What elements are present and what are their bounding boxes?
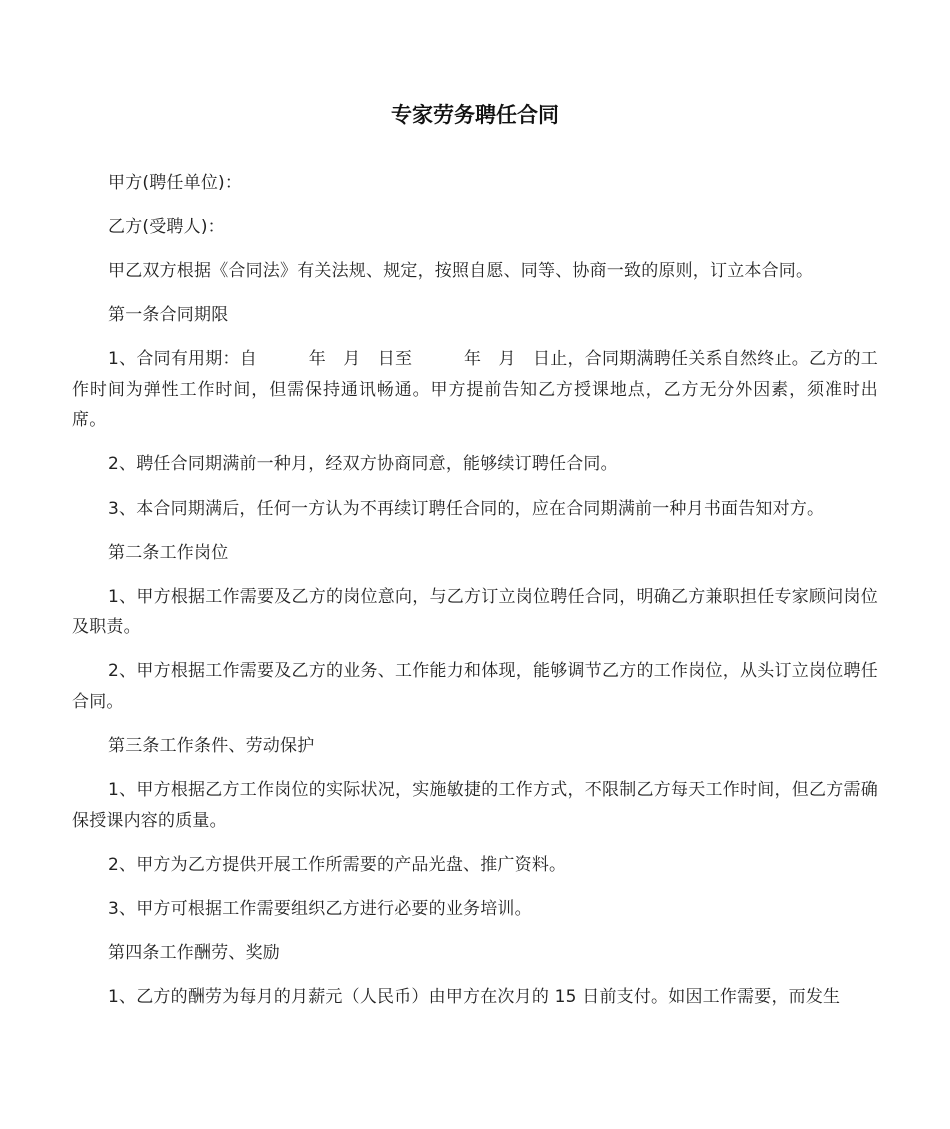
- party-a-line: 甲方(聘任单位)：: [108, 173, 243, 193]
- article-2-clause-1: 1、甲方根据工作需要及乙方的岗位意向，与乙方订立岗位聘任合同，明确乙方兼职担任专家顾问岗位及职责。: [72, 586, 878, 638]
- document-title: 专家劳务聘任合同: [391, 103, 559, 127]
- article-3-heading: 第三条工作条件、劳动保护: [108, 735, 315, 756]
- article-1-clause-2: 2、聘任合同期满前一种月，经双方协商同意，能够续订聘任合同。: [108, 454, 618, 475]
- document-body: [72, 168, 878, 1012]
- article-4-clause-1: 1、乙方的酬劳为每月的月薪元（人民币）由甲方在次月的 15 日前支付。如因工作需要，而发生: [108, 986, 841, 1007]
- article-3-clause-2: 2、甲方为乙方提供开展工作所需要的产品光盘、推广资料。: [108, 854, 567, 875]
- article-3-clause-3: 3、甲方可根据工作需要组织乙方进行必要的业务培训。: [108, 898, 532, 919]
- article-1-clause-3: 3、本合同期满后，任何一方认为不再续订聘任合同的，应在合同期满前一种月书面告知对方。: [108, 498, 825, 519]
- preamble-paragraph: 甲乙双方根据《合同法》有关法规、规定，按照自愿、同等、协商一致的原则，订立本合同。: [108, 261, 814, 282]
- article-2-heading: 第二条工作岗位: [108, 542, 229, 563]
- article-2-clause-2: 2、甲方根据工作需要及乙方的业务、工作能力和体现，能够调节乙方的工作岗位，从头订立岗位聘任合同。: [72, 661, 878, 712]
- article-4-heading: 第四条工作酬劳、奖励: [108, 942, 280, 963]
- article-3-clause-1: 1、甲方根据乙方工作岗位的实际状况，实施敏捷的工作方式，不限制乙方每天工作时间，但乙方需确保授课内容的质量。: [72, 780, 878, 831]
- article-1-heading: 第一条合同期限: [108, 305, 229, 326]
- article-1-clause-1: 1、合同有用期：自 年 月 日至 年 月 日止，合同期满聘任关系自然终止。乙方的工作时间为弹性工作时间，但需保持通讯畅通。甲方提前告知乙方授课地点，乙方无分外因素，须准时出席。: [72, 349, 878, 431]
- party-b-line: 乙方(受聘人)：: [108, 217, 225, 238]
